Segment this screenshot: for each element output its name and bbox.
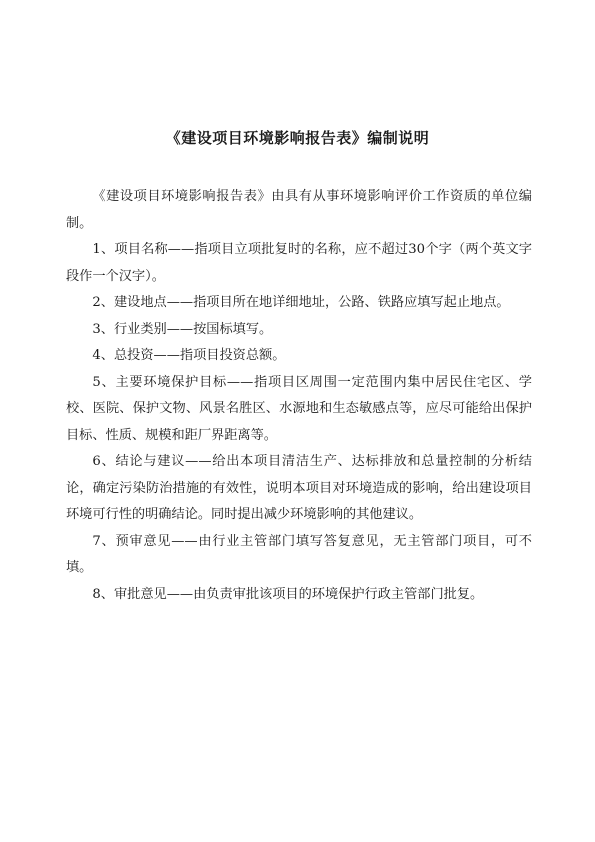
item-approval-opinion: 8、审批意见——由负责审批该项目的环境保护行政主管部门批复。 xyxy=(92,586,484,602)
item-protection-targets: 5、主要环境保护目标——指项目区周围一定范围内集中居民住宅区、学校、医院、保护文物、风景名胜区、水源地和生态敏感点等，应尽可能给出保护目标、性质、规模和距厂界距离等。 xyxy=(66,374,532,443)
item-conclusions: 6、结论与建议——给出本项目清洁生产、达标排放和总量控制的分析结论，确定污染防治措施的有效性，说明本项目对环境造成的影响，给出建设项目环境可行性的明确结论。同时提出减少环境影响的其他建议。 xyxy=(66,454,532,522)
page-title: 《建设项目环境影响报告表》编制说明 xyxy=(165,129,430,147)
item-total-investment: 4、总投资——指项目投资总额。 xyxy=(92,348,286,363)
item-pre-review-opinion: 7、预审意见——由行业主管部门填写答复意见，无主管部门项目，可不填。 xyxy=(66,533,532,575)
item-construction-site: 2、建设地点——指项目所在地详细地址，公路、铁路应填写起止地点。 xyxy=(92,295,510,310)
document-body xyxy=(66,184,532,608)
item-industry-category: 3、行业类别——按国标填写。 xyxy=(92,321,273,337)
intro-paragraph: 《建设项目环境影响报告表》由具有从事环境影响评价工作资质的单位编制。 xyxy=(66,189,532,231)
item-project-name: 1、项目名称——指项目立项批复时的名称，应不超过30个字（两个英文字段作一个汉字）。 xyxy=(66,242,532,284)
